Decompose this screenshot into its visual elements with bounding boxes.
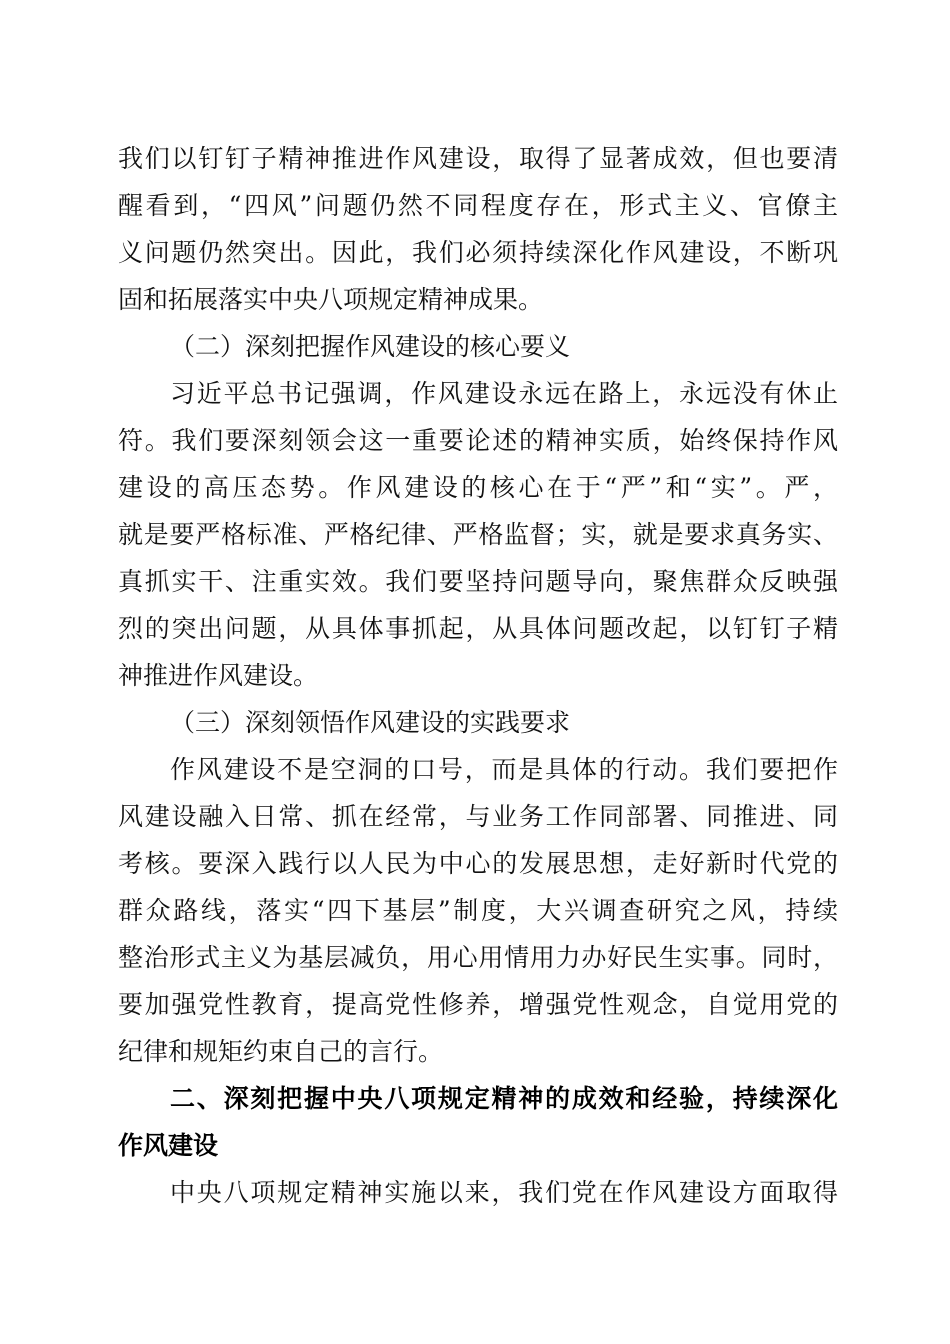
subsection-heading-3: （三）深刻领悟作风建设的实践要求 — [170, 708, 571, 737]
body-text-line: 烈的突出问题，从具体事抓起，从具体问题改起，以钉钉子精 — [118, 614, 838, 643]
body-text-line: 要加强党性教育，提高党性修养，增强党性观念，自觉用党的 — [118, 990, 838, 1019]
body-text-line: 符。我们要深刻领会这一重要论述的精神实质，始终保持作风 — [118, 426, 838, 455]
body-text-line: 考核。要深入践行以人民为中心的发展思想，走好新时代党的 — [118, 849, 838, 878]
subsection-heading-2: （二）深刻把握作风建设的核心要义 — [170, 332, 571, 361]
body-text-line: 群众路线，落实“四下基层”制度，大兴调查研究之风，持续 — [118, 896, 838, 925]
body-text-line: 固和拓展落实中央八项规定精神成果。 — [118, 285, 544, 314]
body-text-line: 我们以钉钉子精神推进作风建设，取得了显著成效，但也要清 — [118, 144, 838, 173]
body-text-line: 就是要严格标准、严格纪律、严格监督；实，就是要求真务实、 — [118, 520, 838, 549]
body-text-line: 风建设融入日常、抓在经常，与业务工作同部署、同推进、同 — [118, 802, 838, 831]
body-text-line: 神推进作风建设。 — [118, 661, 319, 690]
body-text-line: 纪律和规矩约束自己的言行。 — [118, 1037, 444, 1066]
body-text-line: 作风建设不是空洞的口号，而是具体的行动。我们要把作 — [170, 755, 838, 784]
body-text-line: 习近平总书记强调，作风建设永远在路上，永远没有休止 — [170, 379, 838, 408]
body-text-line: 真抓实干、注重实效。我们要坚持问题导向，聚焦群众反映强 — [118, 567, 838, 596]
section-heading-2-continued: 作风建设 — [118, 1131, 219, 1160]
body-text-line: 建设的高压态势。作风建设的核心在于“严”和“实”。严， — [118, 473, 838, 502]
body-text-line: 整治形式主义为基层减负，用心用情用力办好民生实事。同时， — [118, 943, 838, 972]
body-text-line: 醒看到，“四风”问题仍然不同程度存在，形式主义、官僚主 — [118, 191, 838, 220]
body-text-line: 中央八项规定精神实施以来，我们党在作风建设方面取得 — [170, 1178, 838, 1207]
section-heading-2: 二、深刻把握中央八项规定精神的成效和经验，持续深化 — [170, 1084, 838, 1113]
body-text-line: 义问题仍然突出。因此，我们必须持续深化作风建设，不断巩 — [118, 238, 838, 267]
